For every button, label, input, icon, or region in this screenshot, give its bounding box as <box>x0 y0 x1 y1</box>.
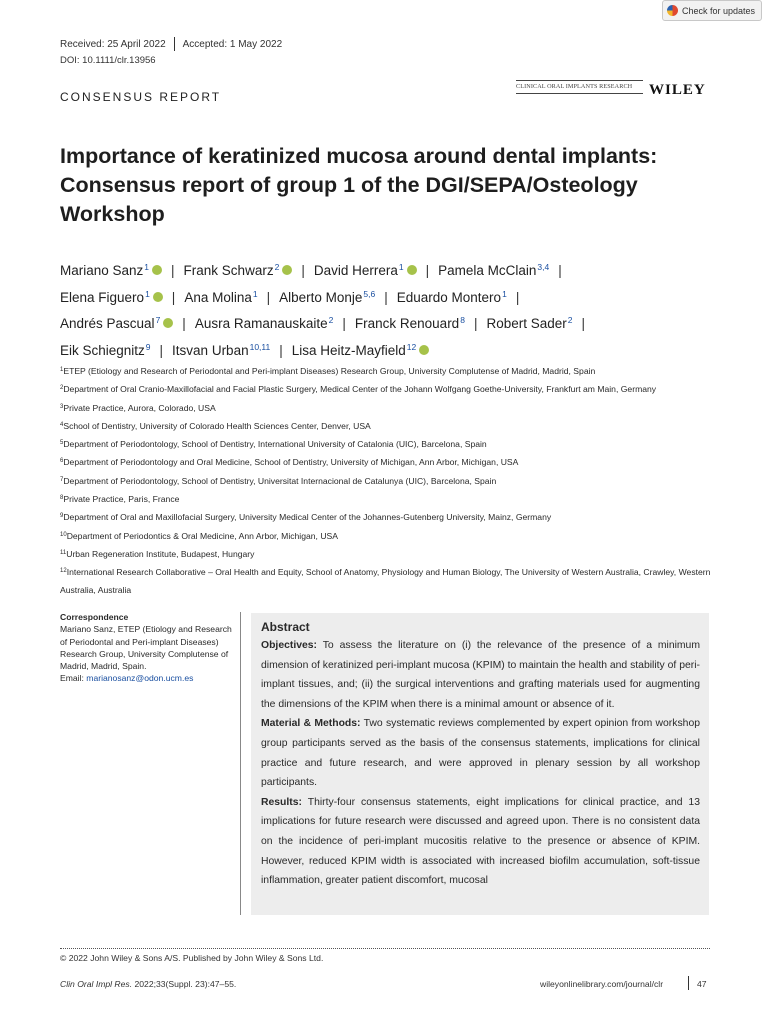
author-affiliation-ref[interactable]: 1 <box>145 288 150 299</box>
abstract-section-text: Thirty-four consensus statements, eight implications for clinical practice, and 13 implications for future research were discussed and agreed upon. There is no consistent data on the incidence of peri-implant mucositis relative to the presence or absence of KPIM. However, reduced KPIM width is associated with increased biofilm accumulation, soft-tissue inflammation, greater patient discomfort, mucosal <box>261 796 700 887</box>
author-name: Eik Schiegnitz <box>60 342 145 358</box>
affiliation-number: 7 <box>60 476 64 483</box>
affiliation <box>60 472 720 490</box>
correspondence <box>60 611 236 685</box>
journal-name: CLINICAL ORAL IMPLANTS RESEARCH <box>516 83 633 90</box>
check-for-updates-label: Check for updates <box>681 5 755 16</box>
author-affiliation-ref[interactable]: 12 <box>406 341 417 352</box>
email-link[interactable]: marianosanz@odon.ucm.es <box>86 673 194 684</box>
abstract-section-label: Results: <box>261 796 302 808</box>
affiliation-text: Department of Periodontics & Oral Medicine, Ann Arbor, Michigan, USA <box>66 530 338 541</box>
abstract-section-label: Material & Methods: <box>261 718 361 730</box>
affiliation <box>60 435 720 453</box>
author[interactable] <box>60 316 173 331</box>
affiliation-number: 11 <box>60 549 67 556</box>
author-affiliation-ref[interactable]: 1 <box>502 288 507 299</box>
author-separator: | <box>581 316 585 331</box>
author-separator: | <box>473 316 478 331</box>
author-affiliation-ref[interactable]: 1 <box>252 288 258 299</box>
author-affiliation-ref[interactable]: 8 <box>460 315 465 325</box>
author-separator: | <box>515 289 520 305</box>
abstract-section <box>261 636 700 714</box>
citation-journal: Clin Oral Impl Res. <box>60 979 133 989</box>
correspondence-heading: Correspondence <box>60 612 129 622</box>
affiliation-number: 2 <box>60 385 64 392</box>
author-name: Lisa Heitz-Mayfield <box>291 342 406 358</box>
author-line <box>60 256 720 283</box>
author-name: Elena Figuero <box>60 289 145 305</box>
article-dates <box>60 37 282 51</box>
author[interactable] <box>60 263 162 278</box>
affiliation <box>60 490 720 508</box>
author-affiliation-ref[interactable]: 3,4 <box>537 262 550 272</box>
author-name: Robert Sader <box>486 316 567 331</box>
orcid-icon[interactable] <box>163 318 173 328</box>
author[interactable] <box>486 316 572 331</box>
author-affiliation-ref[interactable]: 2 <box>567 315 573 325</box>
affiliation-number: 8 <box>60 495 64 502</box>
abstract-section-text: To assess the literature on (i) the relevance of the presence of a minimum dimension of keratinized peri-implant mucosa (KPIM) to maintain the health and stability of peri-implant tissues, and; (ii) the surgical interventions and grafting materials used for augmenting the dimensions of the KPIM when there is a minimal amount or absence of it. <box>261 640 700 710</box>
author[interactable] <box>172 343 270 358</box>
author-affiliation-ref[interactable]: 1 <box>144 262 150 272</box>
affiliation-text: Private Practice, Paris, France <box>63 494 180 505</box>
abstract-sections <box>261 636 700 891</box>
affiliation-text: Department of Oral and Maxillofacial Surgery, University Medical Center of the Johannes-Gutenberg University, Mainz, Germany <box>63 512 552 523</box>
copyright: © 2022 John Wiley & Sons A/S. Published by John Wiley & Sons Ltd. <box>60 953 324 963</box>
abstract-heading: Abstract <box>261 620 310 634</box>
orcid-icon[interactable] <box>282 265 292 275</box>
journal-url[interactable]: wileyonlinelibrary.com/journal/clr <box>540 979 664 989</box>
affiliation-number: 9 <box>60 513 64 520</box>
affiliation-text: Private Practice, Aurora, Colorado, USA <box>63 402 216 413</box>
author-separator: | <box>301 263 305 278</box>
affiliation-number: 12 <box>60 568 67 575</box>
author-separator: | <box>159 342 164 358</box>
author-name: Mariano Sanz <box>60 263 144 278</box>
accepted-date: Accepted: 1 May 2022 <box>182 38 283 50</box>
crossmark-icon <box>667 5 678 16</box>
footer-separator <box>688 976 689 990</box>
affiliation <box>60 563 720 599</box>
abstract-divider <box>240 612 241 915</box>
author-affiliation-ref[interactable]: 2 <box>274 262 280 272</box>
author[interactable] <box>355 316 465 331</box>
author-separator: | <box>266 289 271 305</box>
affiliation-number: 1 <box>60 367 64 373</box>
orcid-icon[interactable] <box>407 265 417 275</box>
author-name: Frank Schwarz <box>183 263 274 278</box>
affiliation-text: Urban Regeneration Institute, Budapest, Hungary <box>66 548 255 559</box>
received-date: Received: 25 April 2022 <box>60 38 166 50</box>
author-separator: | <box>171 263 175 278</box>
author[interactable] <box>184 263 293 278</box>
affiliation-list <box>60 362 720 599</box>
affiliation-text: Department of Periodontology and Oral Medicine, School of Dentistry, University of Michigan, Ann Arbor, Michigan, USA <box>63 457 519 468</box>
author[interactable] <box>279 290 375 305</box>
affiliation <box>60 453 720 471</box>
author-affiliation-ref[interactable]: 1 <box>398 262 404 272</box>
abstract-section-text: Two systematic reviews complemented by expert opinion from workshop group participants served as the basis of the consensus statements, implications for clinical practice and future research, and were approved in plenary session by all workshop participants. <box>261 718 700 789</box>
report-type: CONSENSUS REPORT <box>60 90 222 104</box>
journal-logo-rule-top <box>516 80 643 81</box>
affiliation <box>60 527 720 545</box>
author-name: Eduardo Montero <box>396 289 502 305</box>
author-affiliation-ref[interactable]: 5,6 <box>363 288 376 299</box>
author-name: David Herrera <box>313 263 398 278</box>
author-separator: | <box>182 316 186 331</box>
author-affiliation-ref[interactable]: 2 <box>328 315 334 325</box>
affiliation-text: International Research Collaborative – Oral Health and Equity, School of Anatomy, Physiology and Human Biology, The University of Western Australia, Crawley, Western Australia, Australia <box>60 567 711 595</box>
author-name: Ausra Ramanauskaite <box>194 316 328 331</box>
author-name: Andrés Pascual <box>60 316 155 331</box>
author-separator: | <box>171 289 176 305</box>
affiliation-text: Department of Oral Cranio-Maxillofacial and Facial Plastic Surgery, Medical Center of the Johann Wolfgang Goethe-University, Frankfurt am Main, Germany <box>63 384 657 395</box>
check-for-updates-button[interactable] <box>662 0 762 21</box>
publisher-logo: WILEY <box>649 82 706 98</box>
author-name: Pamela McClain <box>438 263 537 278</box>
affiliation <box>60 362 720 380</box>
orcid-icon[interactable] <box>153 292 163 302</box>
author-affiliation-ref[interactable]: 10,11 <box>249 341 271 352</box>
orcid-icon[interactable] <box>152 265 162 275</box>
author-separator: | <box>384 289 388 305</box>
citation-details: 2022;33(Suppl. 23):47–55. <box>132 979 237 989</box>
footer-rule <box>60 948 710 949</box>
author-separator: | <box>558 263 562 278</box>
affiliation <box>60 399 720 417</box>
author-affiliation-ref[interactable]: 9 <box>145 341 151 352</box>
author-name: Ana Molina <box>184 289 252 305</box>
abstract-section-label: Objectives: <box>261 640 318 651</box>
author-name: Alberto Monje <box>279 289 363 305</box>
author-separator: | <box>425 263 430 278</box>
author[interactable] <box>397 290 507 305</box>
affiliation-text: ETEP (Etiology and Research of Periodontal and Peri-implant Diseases) Research Group, University Complutense of Madrid, Madrid, Spain <box>63 366 596 376</box>
affiliation-number: 5 <box>60 440 64 447</box>
affiliation <box>60 508 720 526</box>
author-name: Franck Renouard <box>354 316 460 331</box>
author-line <box>60 336 720 363</box>
author-line <box>60 309 720 336</box>
author[interactable] <box>184 290 257 305</box>
author[interactable] <box>314 263 417 278</box>
affiliation <box>60 380 720 398</box>
orcid-icon[interactable] <box>419 345 429 355</box>
journal-logo <box>516 80 643 96</box>
author[interactable] <box>438 263 549 278</box>
author-separator: | <box>342 316 346 331</box>
affiliation-text: School of Dentistry, University of Colorado Health Sciences Center, Denver, USA <box>63 420 371 431</box>
page-number: 47 <box>697 979 707 989</box>
abstract-box <box>251 613 709 915</box>
author-affiliation-ref[interactable]: 7 <box>155 315 161 325</box>
affiliation <box>60 417 720 435</box>
author[interactable] <box>60 343 151 358</box>
abstract-section <box>261 714 700 792</box>
author-separator: | <box>279 342 283 358</box>
email-label: Email: <box>60 673 84 684</box>
correspondence-body: Mariano Sanz, ETEP (Etiology and Research of Periodontal and Peri-implant Diseases) Research Group, University Complutense of Madrid, Madrid, Spain. <box>60 624 232 672</box>
abstract-section <box>261 793 700 891</box>
author-list <box>60 256 720 362</box>
affiliation <box>60 545 720 563</box>
author[interactable] <box>292 343 430 358</box>
author[interactable] <box>195 316 334 331</box>
affiliation-text: Department of Periodontology, School of Dentistry, International University of Catalonia (UIC), Barcelona, Spain <box>63 439 487 450</box>
journal-logo-rule-bottom <box>516 93 643 94</box>
article-title: Importance of keratinized mucosa around dental implants: Consensus report of group 1 of the DGI/SEPA/Osteology Workshop <box>60 144 658 226</box>
author[interactable] <box>60 290 163 305</box>
affiliation-number: 3 <box>60 403 64 410</box>
affiliation-number: 10 <box>60 531 67 538</box>
affiliation-number: 4 <box>60 421 64 428</box>
author-name: Itsvan Urban <box>172 342 249 358</box>
doi[interactable]: DOI: 10.1111/clr.13956 <box>60 55 156 66</box>
author-line <box>60 283 720 310</box>
affiliation-text: Department of Periodontology, School of Dentistry, Universitat Internacional de Catalunya (UIC), Barcelona, Spain <box>63 475 497 486</box>
affiliation-number: 6 <box>60 458 64 465</box>
date-separator <box>174 37 175 51</box>
citation <box>60 979 236 989</box>
